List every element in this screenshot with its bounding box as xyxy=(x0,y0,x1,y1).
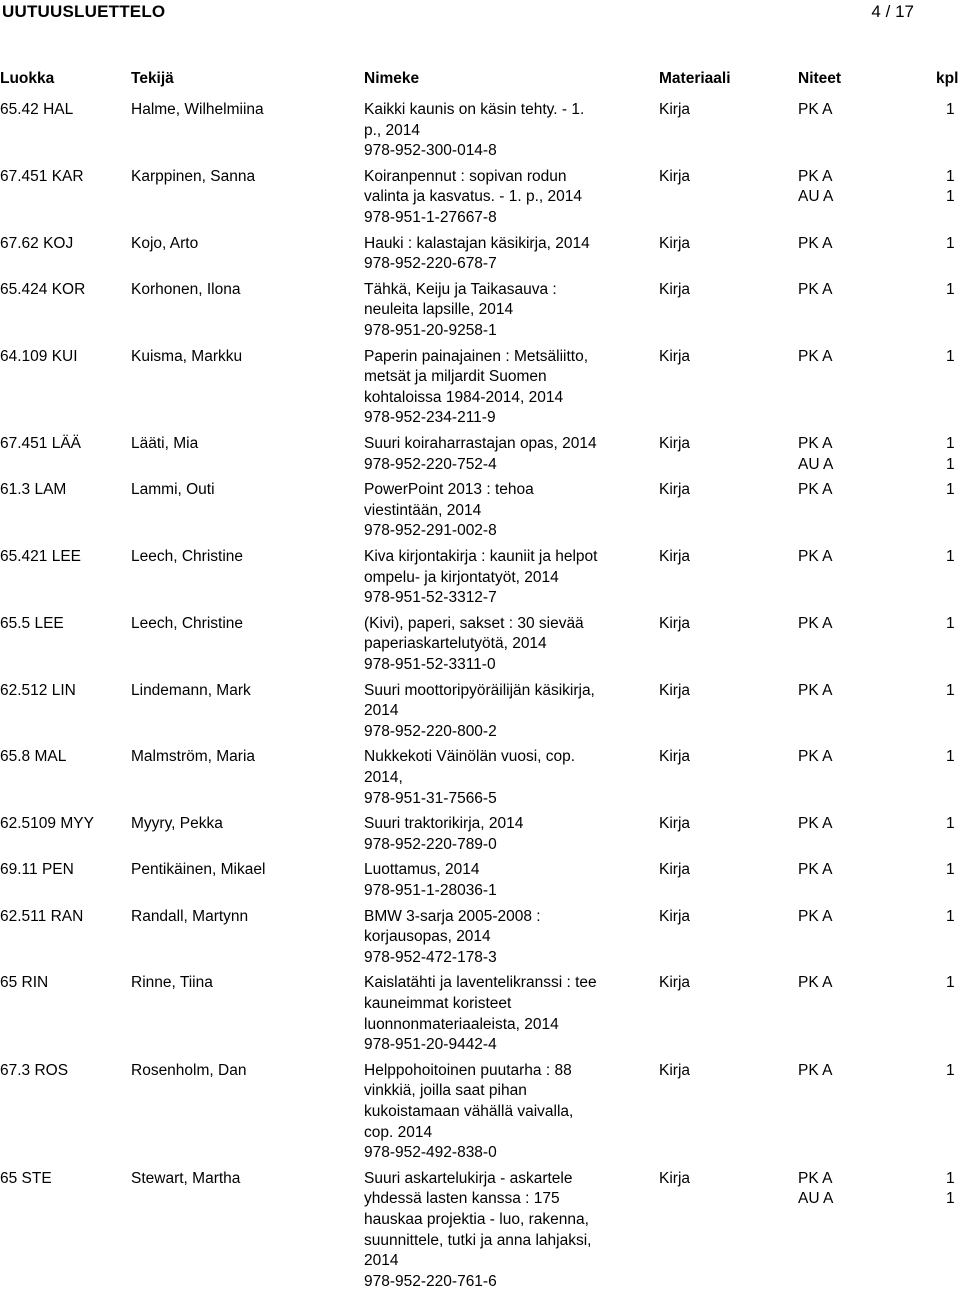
row-materiaali: Kirja xyxy=(659,614,691,632)
row-kpl xyxy=(946,614,955,635)
row-nimeke-line: Suuri traktorikirja, 2014 xyxy=(364,815,524,833)
row-niteet xyxy=(798,434,833,475)
row-kpl xyxy=(946,1061,955,1082)
row-materiaali: Kirja xyxy=(659,748,691,766)
row-tekija: Stewart, Martha xyxy=(131,1169,241,1187)
row-nimeke-line: luonnonmateriaaleista, 2014 xyxy=(364,1015,559,1033)
row-niteet-line: PK A xyxy=(798,974,833,992)
row-niteet-line: PK A xyxy=(798,861,833,879)
row-materiaali: Kirja xyxy=(659,548,691,565)
row-nimeke-line: Suuri koiraharrastajan opas, 2014 xyxy=(364,435,597,452)
row-luokka: 65.8 MAL xyxy=(0,748,67,766)
row-nimeke-line: hauskaa projektia - luo, rakenna, xyxy=(364,1210,589,1228)
row-luokka: 62.511 RAN xyxy=(0,907,84,925)
row-niteet-line: AU A xyxy=(798,1190,834,1208)
row-niteet-line: PK A xyxy=(798,748,833,766)
row-nimeke-line: Kiva kirjontakirja : kauniit ja helpot xyxy=(364,548,598,565)
row-kpl-line: 1 xyxy=(946,548,955,565)
row-niteet xyxy=(798,747,832,768)
row-nimeke-line: kauneimmat koristeet xyxy=(364,994,512,1012)
row-materiaali: Kirja xyxy=(659,681,691,699)
row-nimeke xyxy=(364,234,626,275)
row-luokka: 65.42 HAL xyxy=(0,101,74,118)
row-niteet xyxy=(798,681,832,702)
row-kpl-line: 1 xyxy=(946,681,955,699)
row-niteet-line: PK A xyxy=(798,681,833,699)
row-niteet xyxy=(798,480,832,501)
row-kpl-line: 1 xyxy=(946,1169,955,1187)
row-nimeke xyxy=(364,860,626,901)
row-nimeke-line: kohtaloissa 1984-2014, 2014 xyxy=(364,388,564,406)
row-nimeke-line: Koiranpennut : sopivan rodun xyxy=(364,167,567,185)
row-nimeke xyxy=(364,480,626,542)
row-nimeke xyxy=(364,681,626,743)
row-nimeke xyxy=(364,280,626,342)
row-nimeke-line: Suuri askartelukirja - askartele xyxy=(364,1169,573,1187)
row-nimeke-line: Luottamus, 2014 xyxy=(364,861,480,879)
row-niteet-line: AU A xyxy=(798,188,834,206)
row-kpl-line: 1 xyxy=(946,1190,955,1208)
row-nimeke-line: Suuri moottoripyöräilijän käsikirja, xyxy=(364,681,595,699)
row-niteet-line: PK A xyxy=(798,481,833,499)
row-tekija: Kuisma, Markku xyxy=(131,347,243,365)
row-kpl xyxy=(946,681,955,702)
row-kpl xyxy=(946,234,955,255)
row-luokka: 65.424 KOR xyxy=(0,280,86,298)
page-number xyxy=(871,2,914,22)
row-nimeke-line: 978-951-1-28036-1 xyxy=(364,881,497,899)
header-luokka: Luokka xyxy=(0,70,55,87)
row-luokka: 62.512 LIN xyxy=(0,681,76,699)
row-niteet-line: PK A xyxy=(798,907,833,925)
row-luokka: 65 STE xyxy=(0,1169,52,1187)
row-tekija: Malmström, Maria xyxy=(131,748,256,766)
row-nimeke-line: p., 2014 xyxy=(364,121,421,139)
column-headers xyxy=(0,70,960,90)
row-nimeke-line: PowerPoint 2013 : tehoa xyxy=(364,481,534,499)
row-nimeke xyxy=(364,434,626,475)
row-nimeke-line: 978-952-492-838-0 xyxy=(364,1144,497,1162)
row-nimeke-line: 978-951-1-27667-8 xyxy=(364,208,497,226)
row-luokka: 64.109 KUI xyxy=(0,347,78,365)
row-kpl-line: 1 xyxy=(946,101,955,118)
row-nimeke-line: 978-951-31-7566-5 xyxy=(364,789,497,807)
row-nimeke-line: cop. 2014 xyxy=(364,1123,433,1141)
row-materiaali: Kirja xyxy=(659,481,691,499)
row-kpl-line: 1 xyxy=(946,481,955,499)
row-kpl-line: 1 xyxy=(946,347,955,365)
header-tekija: Tekijä xyxy=(131,70,174,87)
row-kpl-line: 1 xyxy=(946,815,955,833)
row-luokka: 67.451 KAR xyxy=(0,167,84,185)
row-nimeke-line: 978-952-472-178-3 xyxy=(364,948,497,966)
row-niteet-line: PK A xyxy=(798,435,833,452)
row-materiaali: Kirja xyxy=(659,347,691,365)
row-nimeke-line: Helppohoitoinen puutarha : 88 xyxy=(364,1061,572,1079)
row-materiaali: Kirja xyxy=(659,234,691,252)
row-tekija: Lindemann, Mark xyxy=(131,681,251,699)
row-nimeke-line: 978-952-220-752-4 xyxy=(364,455,497,473)
row-niteet xyxy=(798,860,832,881)
row-nimeke xyxy=(364,814,626,855)
row-materiaali: Kirja xyxy=(659,280,691,298)
row-nimeke-line: metsät ja miljardit Suomen xyxy=(364,368,547,386)
row-nimeke-line: Nukkekoti Väinölän vuosi, cop. xyxy=(364,748,576,766)
page-separator: / xyxy=(885,2,891,21)
row-nimeke xyxy=(364,747,626,809)
row-tekija: Randall, Martynn xyxy=(131,907,249,925)
row-nimeke xyxy=(364,614,626,676)
current-page: 4 xyxy=(871,2,881,21)
row-kpl xyxy=(946,860,955,881)
row-kpl xyxy=(946,347,955,368)
row-nimeke xyxy=(364,973,626,1055)
row-niteet-line: PK A xyxy=(798,167,833,185)
row-kpl xyxy=(946,747,955,768)
row-materiaali: Kirja xyxy=(659,167,691,185)
row-niteet xyxy=(798,814,832,835)
row-niteet-line: PK A xyxy=(798,815,833,833)
row-nimeke-line: 978-952-220-761-6 xyxy=(364,1272,497,1290)
row-niteet xyxy=(798,1061,832,1082)
page-title: UUTUUSLUETTELO xyxy=(2,2,166,21)
row-nimeke-line: (Kivi), paperi, sakset : 30 sievää xyxy=(364,614,584,632)
row-kpl xyxy=(946,100,955,121)
row-nimeke xyxy=(364,1061,626,1164)
row-tekija: Lammi, Outi xyxy=(131,481,215,499)
row-kpl xyxy=(946,547,955,568)
row-nimeke-line: 978-951-20-9442-4 xyxy=(364,1036,497,1054)
row-nimeke xyxy=(364,547,626,609)
row-kpl xyxy=(946,1169,955,1210)
row-niteet xyxy=(798,234,832,255)
row-nimeke-line: Hauki : kalastajan käsikirja, 2014 xyxy=(364,234,590,252)
row-tekija: Karppinen, Sanna xyxy=(131,167,256,185)
row-nimeke-line: yhdessä lasten kanssa : 175 xyxy=(364,1190,560,1208)
row-niteet-line: PK A xyxy=(798,1061,833,1079)
row-materiaali: Kirja xyxy=(659,1061,691,1079)
row-kpl-line: 1 xyxy=(946,234,955,252)
row-nimeke-line: 978-952-300-014-8 xyxy=(364,142,497,160)
row-kpl-line: 1 xyxy=(946,748,955,766)
row-niteet xyxy=(798,614,832,635)
row-nimeke-line: Kaislatähti ja laventelikranssi : tee xyxy=(364,974,597,992)
row-niteet-line: PK A xyxy=(798,101,833,118)
total-pages: 17 xyxy=(895,2,914,21)
row-nimeke-line: ompelu- ja kirjontatyöt, 2014 xyxy=(364,568,559,586)
row-nimeke-line: kukoistamaan vähällä vaivalla, xyxy=(364,1102,574,1120)
row-niteet-line: PK A xyxy=(798,1169,833,1187)
row-nimeke-line: neuleita lapsille, 2014 xyxy=(364,301,514,319)
row-kpl-line: 1 xyxy=(946,974,955,992)
row-niteet xyxy=(798,973,832,994)
row-luokka: 61.3 LAM xyxy=(0,481,67,499)
header-niteet: Niteet xyxy=(798,70,842,87)
row-tekija: Halme, Wilhelmiina xyxy=(131,101,264,118)
row-nimeke-line: paperiaskartelutyötä, 2014 xyxy=(364,635,547,653)
row-kpl-line: 1 xyxy=(946,167,955,185)
row-niteet-line: PK A xyxy=(798,548,833,565)
row-niteet xyxy=(798,280,832,301)
row-materiaali: Kirja xyxy=(659,435,691,452)
row-nimeke-line: 978-951-20-9258-1 xyxy=(364,321,497,339)
row-nimeke xyxy=(364,167,626,229)
row-niteet-line: PK A xyxy=(798,614,833,632)
row-kpl-line: 1 xyxy=(946,435,955,452)
row-tekija: Rinne, Tiina xyxy=(131,974,213,992)
row-nimeke-line: vinkkiä, joilla saat pihan xyxy=(364,1082,527,1100)
row-tekija: Myyry, Pekka xyxy=(131,815,223,833)
row-tekija: Rosenholm, Dan xyxy=(131,1061,247,1079)
row-nimeke xyxy=(364,1169,626,1293)
row-kpl xyxy=(946,434,955,475)
row-kpl-line: 1 xyxy=(946,614,955,632)
row-luokka: 65.421 LEE xyxy=(0,548,82,565)
row-nimeke-line: 978-952-220-678-7 xyxy=(364,255,497,273)
row-niteet xyxy=(798,907,832,928)
row-materiaali: Kirja xyxy=(659,1169,691,1187)
row-tekija: Leech, Christine xyxy=(131,614,244,632)
row-tekija: Korhonen, Ilona xyxy=(131,280,241,298)
row-materiaali: Kirja xyxy=(659,101,691,118)
row-niteet-line: AU A xyxy=(798,455,834,473)
row-nimeke-line: Tähkä, Keiju ja Taikasauva : xyxy=(364,280,557,298)
row-nimeke-line: 978-952-220-789-0 xyxy=(364,835,497,853)
row-nimeke xyxy=(364,347,626,429)
row-nimeke xyxy=(364,100,626,162)
row-nimeke-line: BMW 3-sarja 2005-2008 : xyxy=(364,907,541,925)
row-nimeke-line: 978-952-220-800-2 xyxy=(364,722,497,740)
row-luokka: 67.451 LÄÄ xyxy=(0,435,82,452)
header-nimeke: Nimeke xyxy=(364,70,420,87)
row-nimeke-line: korjausopas, 2014 xyxy=(364,928,491,946)
row-tekija: Pentikäinen, Mikael xyxy=(131,861,266,879)
row-nimeke-line: 978-951-52-3312-7 xyxy=(364,589,497,607)
header-materiaali: Materiaali xyxy=(659,70,731,87)
row-materiaali: Kirja xyxy=(659,861,691,879)
row-luokka: 62.5109 MYY xyxy=(0,815,94,833)
row-kpl-line: 1 xyxy=(946,280,955,298)
row-niteet xyxy=(798,100,832,121)
row-kpl xyxy=(946,167,955,208)
row-kpl xyxy=(946,973,955,994)
row-nimeke-line: 2014 xyxy=(364,702,399,720)
row-nimeke xyxy=(364,907,626,969)
row-nimeke-line: viestintään, 2014 xyxy=(364,501,482,519)
row-tekija: Leech, Christine xyxy=(131,548,244,565)
row-nimeke-line: suunnittele, tutki ja anna lahjaksi, xyxy=(364,1231,592,1249)
row-kpl-line: 1 xyxy=(946,907,955,925)
row-tekija: Kojo, Arto xyxy=(131,234,199,252)
header-kpl: kpl xyxy=(936,70,959,87)
row-niteet-line: PK A xyxy=(798,234,833,252)
row-nimeke-line: 2014, xyxy=(364,768,403,786)
row-tekija: Lääti, Mia xyxy=(131,435,199,452)
row-niteet xyxy=(798,1169,833,1210)
row-kpl-line: 1 xyxy=(946,1061,955,1079)
row-kpl xyxy=(946,280,955,301)
row-luokka: 67.3 ROS xyxy=(0,1061,69,1079)
row-materiaali: Kirja xyxy=(659,815,691,833)
row-nimeke-line: Kaikki kaunis on käsin tehty. - 1. xyxy=(364,101,585,118)
row-kpl-line: 1 xyxy=(946,188,955,206)
row-materiaali: Kirja xyxy=(659,974,691,992)
row-materiaali: Kirja xyxy=(659,907,691,925)
row-kpl-line: 1 xyxy=(946,455,955,473)
row-niteet-line: PK A xyxy=(798,280,833,298)
row-luokka: 67.62 KOJ xyxy=(0,234,74,252)
row-luokka: 65 RIN xyxy=(0,974,49,992)
row-luokka: 69.11 PEN xyxy=(0,861,74,879)
row-niteet xyxy=(798,547,832,568)
row-niteet-line: PK A xyxy=(798,347,833,365)
row-luokka: 65.5 LEE xyxy=(0,614,64,632)
row-niteet xyxy=(798,347,832,368)
row-nimeke-line: Paperin painajainen : Metsäliitto, xyxy=(364,347,589,365)
row-nimeke-line: 978-952-291-002-8 xyxy=(364,522,497,540)
row-kpl-line: 1 xyxy=(946,861,955,879)
row-nimeke-line: 978-952-234-211-9 xyxy=(364,409,496,427)
row-nimeke-line: 2014 xyxy=(364,1252,399,1270)
row-nimeke-line: valinta ja kasvatus. - 1. p., 2014 xyxy=(364,188,582,206)
row-kpl xyxy=(946,907,955,928)
row-nimeke-line: 978-951-52-3311-0 xyxy=(364,655,496,673)
row-niteet xyxy=(798,167,833,208)
row-kpl xyxy=(946,814,955,835)
row-kpl xyxy=(946,480,955,501)
